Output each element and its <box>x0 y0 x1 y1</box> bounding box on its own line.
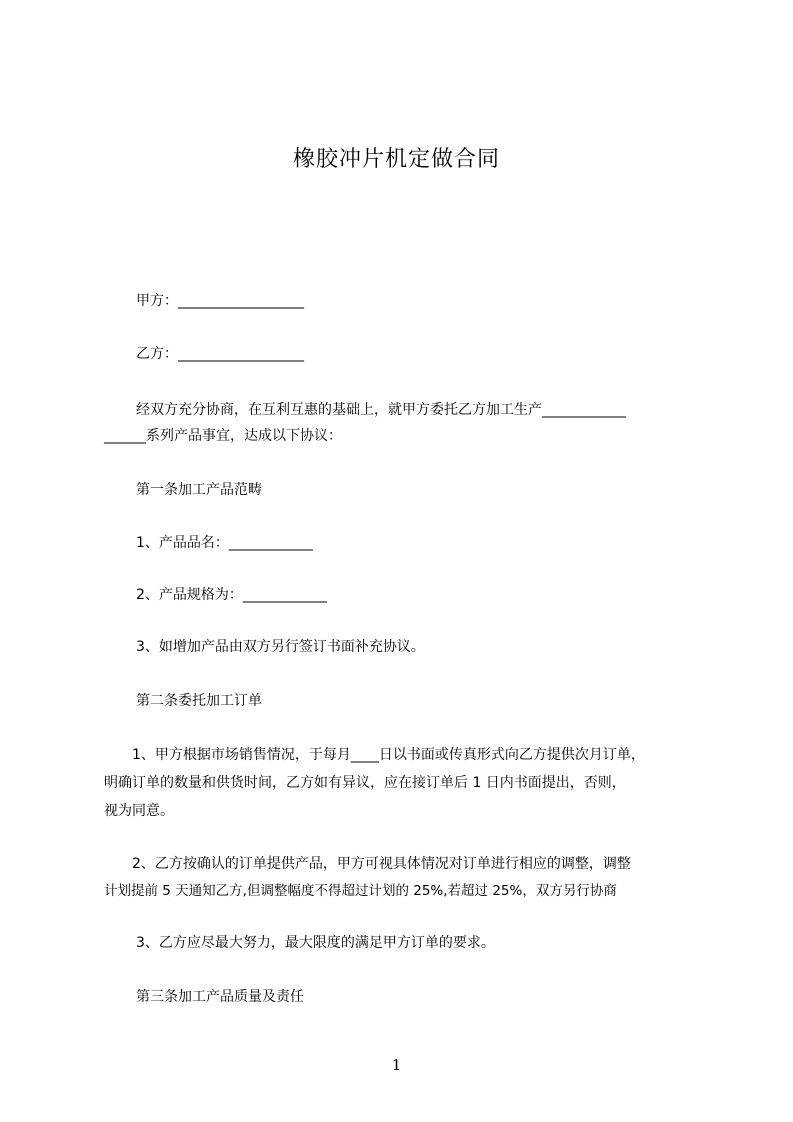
article-3-heading: 第三条加工产品质量及责任 <box>136 989 304 1005</box>
contract-title: 橡胶冲片机定做合同 <box>292 147 500 172</box>
article-2-item-3: 3、乙方应尽最大努力，最大限度的满足甲方订单的要求。 <box>136 935 495 951</box>
article-2-item-2-line-1: 2、乙方按确认的订单提供产品，甲方可视具体情况对订单进行相应的调整，调整 <box>132 856 631 872</box>
intro-line-2: ______系列产品事宜，达成以下协议： <box>104 428 342 444</box>
intro-line-1: 经双方充分协商，在互利互惠的基础上，就甲方委托乙方加工生产____________ <box>136 402 626 418</box>
article-2-heading: 第二条委托加工订单 <box>136 693 262 709</box>
article-2-item-1-line-1: 1、甲方根据市场销售情况，于每月____日以书面或传真形式向乙方提供次月订单， <box>132 747 645 763</box>
party-a-line: 甲方：__________________ <box>136 293 304 309</box>
article-1-item-2: 2、产品规格为：____________ <box>136 587 327 603</box>
article-2-item-1-line-2: 明确订单的数量和供货时间，乙方如有异议，应在接订单后 1 日内书面提出，否则， <box>104 775 626 791</box>
party-b-line: 乙方：__________________ <box>136 346 304 362</box>
article-2-item-1-line-3: 视为同意。 <box>104 803 174 819</box>
page-number: 1 <box>391 1056 402 1074</box>
article-1-item-1: 1、产品品名：____________ <box>136 535 313 551</box>
article-2-item-2-line-2: 计划提前 5 天通知乙方,但调整幅度不得超过计划的 25%,若超过 25%，双方另行协商 <box>104 883 617 899</box>
article-1-item-3: 3、如增加产品由双方另行签订书面补充协议。 <box>136 639 425 655</box>
article-1-heading: 第一条加工产品范畴 <box>136 482 262 498</box>
